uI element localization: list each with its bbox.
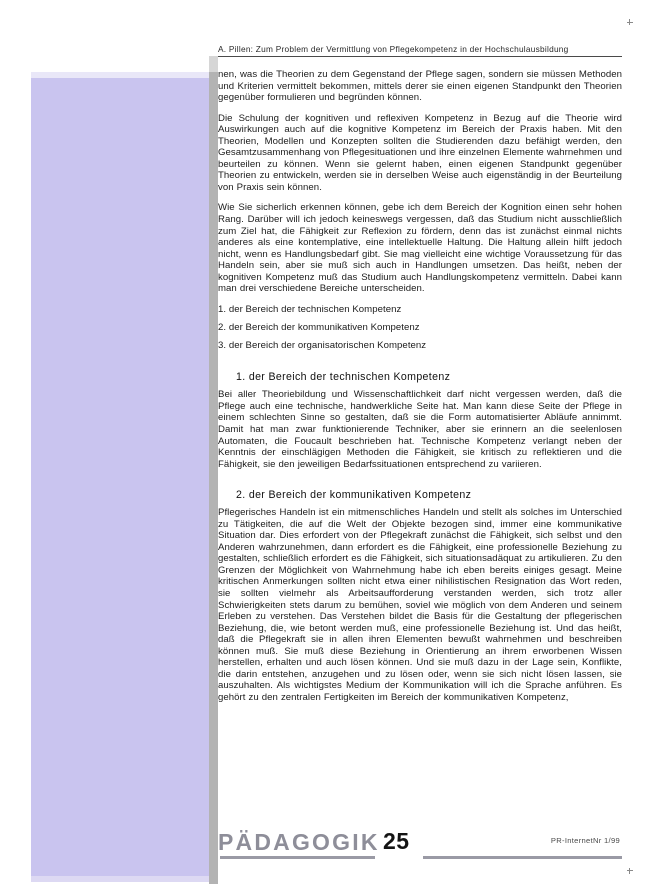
section-technical-competence (218, 371, 622, 470)
list-item: 2. der Bereich der kommunikativen Kompetenz (218, 321, 420, 333)
crop-mark-bottom-right (627, 870, 633, 871)
left-color-panel (31, 78, 210, 876)
section-heading: 2. der Bereich der kommunikativen Kompetenz (236, 489, 472, 502)
crop-mark-top-right-vertical (629, 19, 630, 25)
list-item: 3. der Bereich der organisatorischen Kompetenz (218, 339, 427, 351)
page-footer (218, 828, 622, 861)
page-number: 25 (383, 828, 410, 854)
crop-mark-top-right (627, 22, 633, 23)
paragraph-3: Wie Sie sicherlich erkennen können, gebe ich dem Bereich der Kognition einen sehr hohen Rang. Darüber will ich jedoch keineswegs vergessen, daß das Studium nicht ausschließlich zum Ziel hat, die Fähigkeit zur Reflexion zu fördern, denn das ist zunächst einmal nichts anderes als eine kontemplative, eine intellektuelle Haltung. Die Haltung allein hilft jedoch nicht, wenn es Handlungsbedarf gibt. Sie mag vielleicht eine wichtige Voraussetzung für das Handeln sein, aber sie muß sich auch in Handlungen umsetzen. Das heißt, neben der kognitiven Kompetenz muß das Studium auch Handlungskompetenz vermitteln. Dabei kann man drei verschiedene Bereiche unterscheiden. (218, 202, 622, 295)
section-paragraph: Bei aller Theoriebildung und Wissenschaftlichkeit darf nicht vergessen werden, daß die Pflege auch eine technische, handwerkliche Seite hat. Man kann diese Seite der Pflege in einem schlechten Sinne so gestalten, daß sie die Form automatisierter Abläufe annimmt. Damit hat man zwar funktionierende Techniker, aber sie erinnern an die seelenlosen Automaten, die Foucault beschrieben hat. Technische Kompetenz verlangt neben der Kenntnis der einschlägigen Methoden die Fähigkeit, sie kritisch zu reflektieren und die Fähigkeit, sie den jeweiligen Bedarfssituationen entsprechend zu variieren. (218, 389, 622, 470)
section-heading: 1. der Bereich der technischen Kompetenz (236, 371, 451, 384)
section-paragraph: Pflegerisches Handeln ist ein mitmenschliches Handeln und stellt als solches im Unterschied zu Tätigkeiten, die auf die Welt der Objekte bezogen sind, immer eine kommunikative Situation dar. Dies erfordert von der Pflegekraft zunächst die Fähigkeit, sich selbst und den Anderen wahrzunehmen, dann erfordert es die Fähigkeit, eine professionelle Beziehung zu gestalten, schließlich erfordert es die Fähigkeit, sich situationsadäquat zu artikulieren. Zu den Grenzen der Möglichkeit von Wahrnehmung habe ich eben bereits einiges gesagt. Meine kritischen Anmerkungen sollten nicht etwa einer nihilistischen Resignation das Wort reden, sie sollten vielmehr als Arbeitsaufforderung verstanden werden, sich trotz aller Schwierigkeiten stets darum zu bemühen, soviel wie möglich von dem Anderen und seinem Erleben zu verstehen. Das Verstehen bildet die Basis für die Gestaltung der pflegerischen Beziehung, die, wie betont werden muß, eine professionelle Beziehung ist. Und das heißt, daß die Pflegekraft sie in allen ihren Elementen bewußt wahrnehmen und beschreiben können muß. Sie muß diese Beziehung in Orientierung an ihrem erworbenen Wissen herstellen, erhalten und auch lösen können. Und sie muß dazu in der Lage sein, Konflikte, die darin entstehen, anzugehen und zu lösen oder, wenn sie sich nicht lösen lassen, sie auszuhalten. Als wichtigstes Medium der Kommunikation will ich die Sprache anführen. Es gehört zu den zentralen Fertigkeiten im Bereich der kommunikativen Kompetenz, (218, 507, 622, 703)
list-item: 1. der Bereich der technischen Kompetenz (218, 303, 402, 315)
footer-issue-label: PR-InternetNr 1/99 (550, 836, 620, 845)
paragraph-1: nen, was die Theorien zu dem Gegenstand der Pflege sagen, sondern sie müssen Methoden und Kriterien vermittelt bekommen, mittels derer sie einen eigenen Standpunkt den Theorien gegenüber formulieren und begründen können. (218, 69, 622, 104)
page-gutter-shadow (209, 72, 218, 884)
crop-mark-bottom-right-vertical (629, 868, 630, 874)
page-gutter-shadow-top (209, 56, 218, 72)
section-communicative-competence (218, 489, 622, 703)
footer-masthead: PÄDAGOGIK (218, 829, 380, 855)
footer-rule-right (423, 856, 622, 859)
running-head: A. Pillen: Zum Problem der Vermittlung von Pflegekompetenz in der Hochschulausbildung (218, 44, 622, 57)
footer-rule-left (220, 856, 375, 859)
paragraph-2: Die Schulung der kognitiven und reflexiven Kompetenz in Bezug auf die Theorie wird Auswirkungen auch auf die kognitive Kompetenz im Bereich der Praxis haben. Mit den Theorien, Modellen und Konzepten sollten die Studierenden dazu befähigt werden, den Gesamtzusammenhang von Pflegesituationen und ihre einzelnen Elemente wahrnehmen und beurteilen zu können. Wenn sie gelernt haben, einen eigenen Standpunkt gegenüber Theorien zu entwickeln, werden sie in derselben Weise auch eigenständig in der Beurteilung von Praxis sein können. (218, 112, 622, 193)
competence-list (218, 304, 622, 352)
left-panel-bottom-fade (31, 876, 209, 882)
page-content-column (218, 44, 622, 703)
